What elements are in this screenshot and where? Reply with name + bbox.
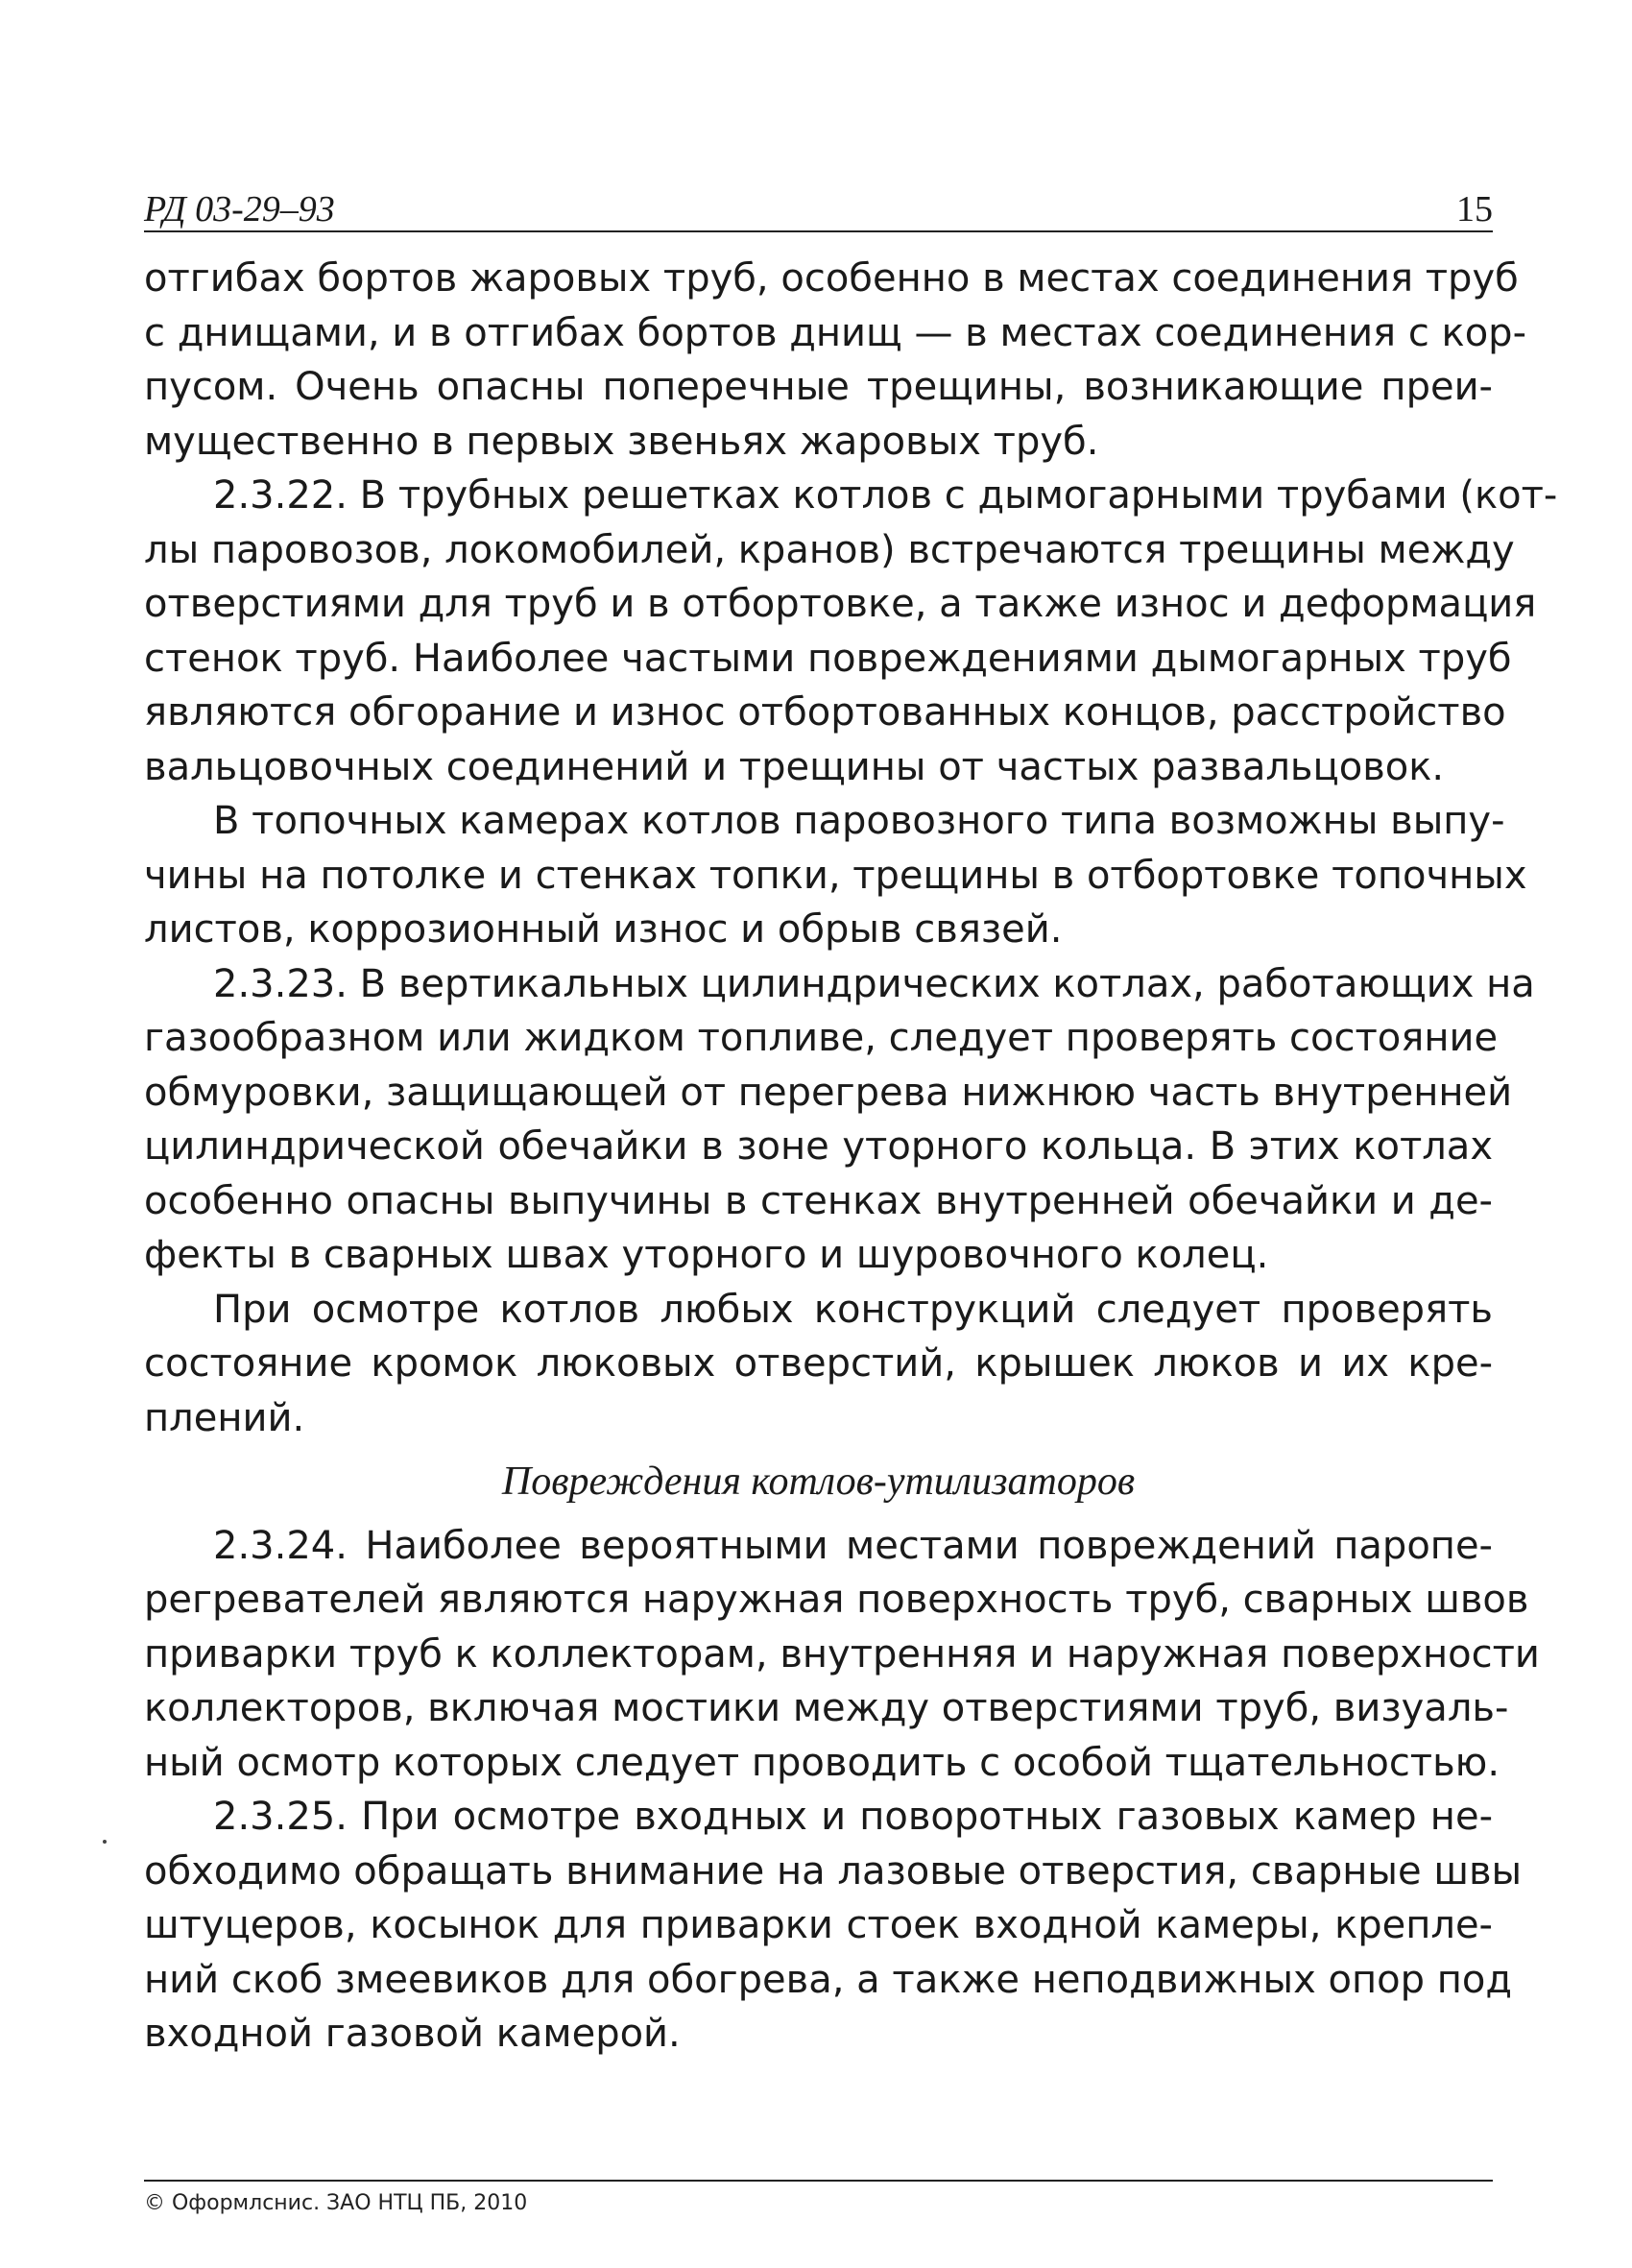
text-line: ний скоб змеевиков для обогрева, а также неподвижных опор под <box>144 1957 1512 2002</box>
section-heading: Повреждения котлов-утилизаторов <box>501 1460 1136 1504</box>
document-code: РД 03-29–93 <box>144 189 335 229</box>
spacer <box>144 1509 1493 1519</box>
text-line: отверстиями для труб и в отбортовке, а также износ и деформация <box>144 582 1537 626</box>
text-line: коллекторов, включая мостики между отверстиями труб, визуаль- <box>144 1686 1509 1730</box>
text-line: обходимо обращать внимание на лазовые отверстия, сварные швы <box>144 1848 1523 1894</box>
text-line: мущественно в первых звеньях жаровых труб. <box>144 419 1099 464</box>
text-line: состояние кромок люковых отверстий, крышек люков и их кре- <box>144 1341 1493 1386</box>
header-rule <box>144 230 1493 232</box>
text-line: обмуровки, защищающей от перегрева нижнюю часть внутренней <box>144 1070 1513 1115</box>
text-line: входной газовой камерой. <box>144 2012 681 2056</box>
text-line: регревателей являются наружная поверхность труб, сварных швов <box>144 1578 1529 1622</box>
text-line: 2.3.22. В трубных решетках котлов с дымогарными трубами (кот- <box>213 473 1558 518</box>
text-line: листов, коррозионный износ и обрыв связей. <box>144 907 1063 952</box>
text-line: ный осмотр которых следует проводить с особой тщательностью. <box>144 1740 1500 1785</box>
page-number: 15 <box>1456 189 1493 229</box>
spacer <box>144 1445 1493 1455</box>
text-line: В топочных камерах котлов паровозного типа возможны выпу- <box>213 799 1505 843</box>
text-line: 2.3.23. В вертикальных цилиндрических котлах, работающих на <box>213 961 1535 1006</box>
text-line: штуцеров, косынок для приварки стоек входной камеры, крепле- <box>144 1903 1493 1947</box>
text-line: стенок труб. Наиболее частыми повреждениями дымогарных труб <box>144 636 1512 681</box>
text-line: При осмотре котлов любых конструкций следует проверять <box>213 1287 1493 1332</box>
scan-speck <box>103 1840 107 1844</box>
text-line: чины на потолке и стенках топки, трещины в отбортовке топочных <box>144 853 1527 898</box>
text-line: плений. <box>144 1395 305 1440</box>
text-line: 2.3.25. При осмотре входных и поворотных газовых камер не- <box>213 1795 1493 1839</box>
text-line: лы паровозов, локомобилей, кранов) встречаются трещины между <box>144 527 1515 572</box>
footer-rule <box>144 2180 1493 2182</box>
footer-copyright: © Оформлснис. ЗАО НТЦ ПБ, 2010 <box>144 2191 528 2215</box>
text-line: 2.3.24. Наиболее вероятными местами повреждений паропе- <box>213 1523 1493 1568</box>
page-header <box>144 188 1493 230</box>
text-line: отгибах бортов жаровых труб, особенно в местах соединения труб <box>144 256 1519 301</box>
text-line: особенно опасны выпучины в стенках внутренней обечайки и де- <box>144 1178 1493 1223</box>
text-line: вальцовочных соединений и трещины от частых развальцовок. <box>144 744 1445 789</box>
text-line: приварки труб к коллекторам, внутренняя и наружная поверхности <box>144 1631 1540 1677</box>
text-line: с днищами, и в отгибах бортов днищ — в местах соединения с кор- <box>144 310 1526 355</box>
text-line: являются обгорание и износ отбортованных концов, расстройство <box>144 690 1506 735</box>
text-line: цилиндрической обечайки в зоне уторного кольца. В этих котлах <box>144 1124 1493 1169</box>
body-text <box>144 252 1558 2062</box>
text-line: пусом. Очень опасны поперечные трещины, возникающие преи- <box>144 365 1493 409</box>
text-line: фекты в сварных швах уторного и шуровочного колец. <box>144 1233 1269 1277</box>
text-line: газообразном или жидком топливе, следует проверять состояние <box>144 1016 1499 1060</box>
